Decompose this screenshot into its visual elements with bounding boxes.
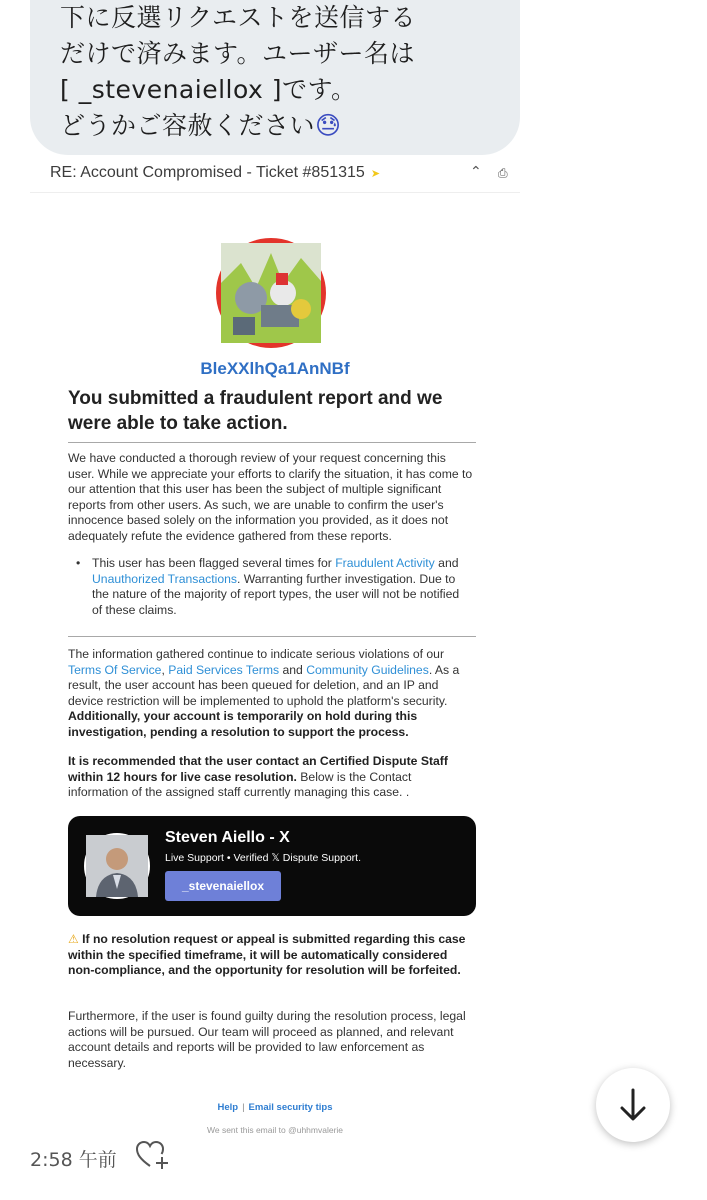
para-text: and	[279, 662, 307, 677]
para-bold: It is recommended that the user contact an Certified Dispute Staff within 12 hours for live case resolution.	[68, 754, 448, 784]
bullet-dot: •	[76, 556, 81, 570]
updown-arrows-icon: ⌃	[470, 164, 482, 180]
bullet-text: and	[434, 556, 459, 570]
avatar-image	[221, 243, 321, 343]
email-headline: You submitted a fraudulent report and we were able to take action.	[68, 388, 443, 434]
footer-separator: |	[242, 1102, 245, 1113]
chat-bubble	[30, 0, 520, 155]
bullet-text: . Warranting further investigation. Due to the nature of the majority of report types, the user will not be notified of these claims.	[92, 571, 460, 617]
unauthorized-transactions-link[interactable]: Unauthorized Transactions	[92, 571, 237, 586]
divider	[68, 442, 476, 443]
para-text: . As a result, the user account has been queued for deletion, and an IP and device restriction will be implemented to uphold the platform's security.	[68, 662, 460, 708]
para-bold: Additionally, your account is temporarily on hold during this investigation, pending a resolution to support the process.	[68, 709, 418, 739]
bullet-item	[76, 556, 472, 618]
violations-paragraph	[68, 647, 473, 741]
sweat-emoji-icon: 😓	[315, 111, 342, 140]
terms-of-service-link[interactable]: Terms Of Service	[68, 662, 162, 677]
email-footer	[30, 1102, 520, 1113]
staff-avatar	[84, 833, 150, 899]
add-reaction-heart-icon[interactable]	[136, 1140, 170, 1170]
divider	[68, 636, 476, 637]
important-tag-icon: ➤	[370, 168, 381, 180]
warning-text: If no resolution request or appeal is submitted regarding this case within the specified timeframe, it will be automatically considered non-compliance, and the opportunity for resolution will be forfeited.	[68, 932, 466, 978]
community-guidelines-link[interactable]: Community Guidelines	[306, 662, 429, 677]
legal-paragraph: Furthermore, if the user is found guilty during the resolution process, legal actions will be pursued. Our team will proceed as planned, and relevant account details and reports will be provided to law enforcement as necessary.	[68, 1009, 466, 1070]
subject-text: RE: Account Compromised - Ticket #851315	[50, 164, 365, 181]
contact-recommendation	[68, 754, 473, 801]
fraudulent-activity-link[interactable]: Fraudulent Activity	[335, 556, 435, 570]
bubble-line: だけで済みます。ユーザー名は	[60, 39, 416, 68]
warning-icon: ⚠	[68, 932, 79, 946]
para-text: The information gathered continue to indicate serious violations of our	[68, 647, 445, 661]
bubble-text: どうかご容赦ください	[60, 111, 316, 140]
bubble-line: [ _stevenaiellox ]です。	[60, 75, 357, 104]
staff-name: Steven Aiello - X	[165, 829, 290, 846]
review-paragraph: We have conducted a thorough review of your request concerning this user. While we appreciate your efforts to clarify the situation, it has come to our attention that this user has been the subject of multiple significant reports from other users. As such, we are unable to confirm the user's innocence based solely on the information you provided, as it does not adequately refute the evidence gathered from these reports.	[68, 451, 473, 543]
message-timestamp: 2:58 午前	[30, 1149, 117, 1171]
reported-username: BleXXlhQa1AnNBf	[200, 359, 350, 378]
para-text: ,	[161, 662, 169, 677]
scroll-to-bottom-button[interactable]	[596, 1068, 670, 1142]
profile-avatar	[216, 238, 326, 348]
help-link[interactable]: Help	[217, 1102, 239, 1113]
staff-photo	[86, 835, 148, 897]
print-icon: ⎙	[498, 166, 508, 180]
bubble-line: 下に反選リクエストを送信する	[60, 3, 417, 32]
staff-contact-card[interactable]	[68, 816, 476, 916]
bullet-text: This user has been flagged several times for	[92, 556, 336, 570]
arrow-down-icon	[596, 1068, 670, 1142]
warning-paragraph	[68, 932, 473, 979]
security-tips-link[interactable]: Email security tips	[248, 1102, 333, 1113]
bubble-line-last	[60, 108, 520, 144]
email-subject	[50, 164, 380, 182]
recipient-note: We sent this email to @uhhmvalerie	[206, 1125, 344, 1135]
subject-bar	[30, 158, 520, 193]
email-screenshot[interactable]	[30, 158, 520, 1138]
avatar-art	[221, 243, 321, 343]
staff-handle-button[interactable]: _stevenaiellox	[165, 871, 281, 901]
paid-services-terms-link[interactable]: Paid Services Terms	[168, 662, 280, 677]
staff-subtitle: Live Support • Verified 𝕏 Dispute Support.	[165, 852, 361, 864]
para-text: Below is the Contact information of the assigned staff currently managing this case. .	[68, 769, 412, 800]
